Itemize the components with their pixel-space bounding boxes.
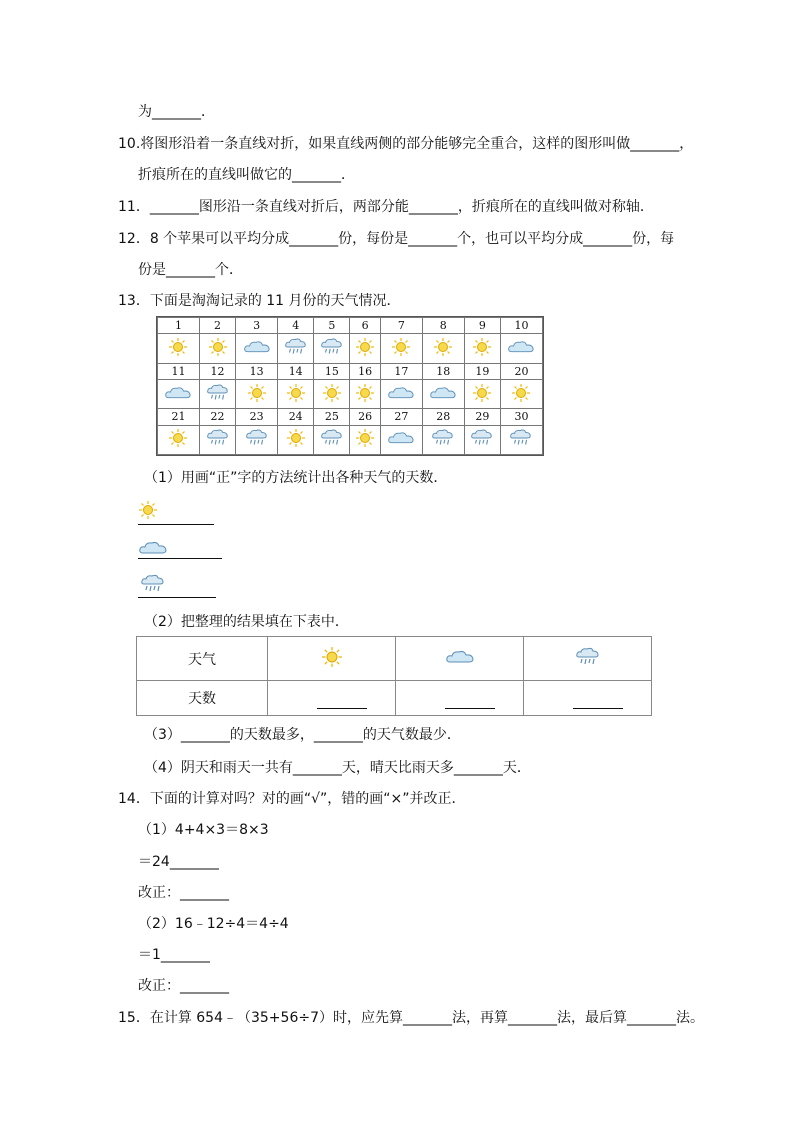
tally-cloud: [138, 540, 168, 560]
calendar-weather-cell: [158, 425, 200, 454]
calendar-day-number: 18: [422, 363, 464, 379]
sun-icon: [355, 337, 375, 360]
sun-icon: [511, 383, 531, 406]
tally-cloud-line[interactable]: [138, 558, 222, 559]
cloud-icon: [387, 430, 415, 449]
cloud-icon: [387, 385, 415, 404]
calendar-day-number: 13: [236, 363, 278, 379]
calendar-day-number: 29: [464, 409, 500, 425]
rain-icon: [206, 428, 230, 451]
calendar-weather-row: [158, 379, 543, 408]
calendar-weather-cell: [199, 334, 235, 363]
calendar-weather-cell: [199, 425, 235, 454]
cloud-icon: [138, 540, 168, 556]
sun-icon: [433, 337, 453, 360]
question-13-part-4: （4）阴天和雨天一共有_______天，晴天比雨天多_______天．: [144, 760, 531, 776]
calendar-day-number: 7: [380, 318, 422, 334]
table-answer-rain[interactable]: [524, 681, 652, 716]
sun-icon: [168, 337, 188, 360]
calendar-weather-cell: [314, 334, 350, 363]
calendar-weather-cell: [464, 334, 500, 363]
calendar-day-number: 16: [350, 363, 380, 379]
calendar-day-number: 21: [158, 409, 200, 425]
question-13-part-3: （3）_______的天数最多，_______的天气数最少．: [144, 727, 461, 743]
calendar-weather-cell: [500, 425, 542, 454]
calendar-day-number: 17: [380, 363, 422, 379]
sun-icon: [472, 383, 492, 406]
sun-icon: [138, 500, 158, 520]
question-12-line-2: 份是_______个．: [138, 262, 243, 278]
sun-icon: [321, 646, 343, 668]
question-12-line-1: 12．8 个苹果可以平均分成_______份，每份是_______个，也可以平均分成_______份，每: [118, 231, 675, 247]
rain-icon: [284, 337, 308, 360]
calendar-day-number: 24: [278, 409, 314, 425]
rain-icon: [140, 574, 166, 594]
tally-sun-line[interactable]: [138, 524, 214, 525]
sun-icon: [168, 428, 188, 451]
calendar-weather-row: [158, 334, 543, 363]
calendar-weather-cell: [422, 425, 464, 454]
calendar-weather-cell: [350, 334, 380, 363]
table-cell-cloud: [396, 637, 524, 681]
sun-icon: [355, 383, 375, 406]
rain-icon: [509, 428, 533, 451]
calendar-weather-cell: [500, 379, 542, 408]
calendar-day-number: 8: [422, 318, 464, 334]
calendar-day-number: 14: [278, 363, 314, 379]
calendar-day-number: 9: [464, 318, 500, 334]
rain-icon: [431, 428, 455, 451]
calendar-weather-cell: [350, 379, 380, 408]
cloud-icon: [243, 339, 271, 358]
calendar-day-number: 1: [158, 318, 200, 334]
calendar-weather-cell: [314, 425, 350, 454]
calendar-weather-cell: [464, 425, 500, 454]
cloud-icon: [164, 385, 192, 404]
calendar-day-number: 6: [350, 318, 380, 334]
calendar-weather-cell: [278, 379, 314, 408]
calendar-day-number: 10: [500, 318, 542, 334]
table-answer-cloud[interactable]: [396, 681, 524, 716]
calendar-day-number: 3: [236, 318, 278, 334]
sun-icon: [286, 383, 306, 406]
calendar-day-number: 27: [380, 409, 422, 425]
question-14: 14．下面的计算对吗？对的画“√”，错的画“×”并改正．: [118, 791, 466, 807]
calendar-day-number: 2: [199, 318, 235, 334]
calendar-weather-cell: [422, 379, 464, 408]
sun-icon: [286, 428, 306, 451]
question-14-part-2: （2）16﹣12÷4＝4÷4: [138, 916, 289, 932]
rain-icon: [575, 647, 601, 667]
question-15: 15．在计算 654﹣（35+56÷7）时，应先算_______法，再算_______法，最后算_______法。: [118, 1010, 704, 1026]
sun-icon: [355, 428, 375, 451]
cloud-icon: [429, 385, 457, 404]
rain-icon: [206, 383, 230, 406]
question-14-part-1: （1）4+4×3＝8×3: [138, 822, 269, 838]
question-10-line-2: 折痕所在的直线叫做它的_______．: [138, 167, 355, 183]
calendar-day-number: 11: [158, 363, 200, 379]
calendar-day-row: [158, 409, 543, 425]
calendar-weather-cell: [350, 425, 380, 454]
cloud-icon: [507, 339, 535, 358]
calendar-day-number: 20: [500, 363, 542, 379]
question-14-part-2-correction: 改正：_______: [138, 978, 229, 994]
table-cell-rain: [524, 637, 652, 681]
calendar-weather-cell: [464, 379, 500, 408]
rain-icon: [245, 428, 269, 451]
calendar-weather-cell: [380, 425, 422, 454]
table-cell-sun: [268, 637, 396, 681]
calendar-weather-cell: [199, 379, 235, 408]
sun-icon: [247, 383, 267, 406]
question-14-part-2-result: ＝1_______: [138, 947, 210, 963]
calendar-day-number: 5: [314, 318, 350, 334]
table-row-label-days: 天数: [137, 681, 268, 716]
calendar-weather-cell: [422, 334, 464, 363]
sun-icon: [391, 337, 411, 360]
rain-icon: [320, 337, 344, 360]
calendar-weather-cell: [236, 334, 278, 363]
calendar-weather-cell: [500, 334, 542, 363]
calendar-day-number: 26: [350, 409, 380, 425]
calendar-day-row: [158, 318, 543, 334]
question-13-part-2: （2）把整理的结果填在下表中．: [144, 614, 349, 630]
calendar-day-number: 23: [236, 409, 278, 425]
sun-icon: [208, 337, 228, 360]
calendar-day-number: 25: [314, 409, 350, 425]
calendar-weather-cell: [158, 334, 200, 363]
calendar-day-number: 12: [199, 363, 235, 379]
calendar-weather-cell: [314, 379, 350, 408]
line-continuation: 为_______．: [138, 104, 215, 120]
question-11: 11．_______图形沿一条直线对折后，两部分能_______，折痕所在的直线叫做对称轴．: [118, 199, 654, 215]
weather-summary-table: [136, 636, 652, 716]
cloud-icon: [445, 649, 475, 665]
weather-calendar: [156, 316, 544, 456]
question-10-line-1: 10.将图形沿着一条直线对折，如果直线两侧的部分能够完全重合，这样的图形叫做_______，: [118, 136, 694, 152]
calendar-day-number: 4: [278, 318, 314, 334]
calendar-day-number: 30: [500, 409, 542, 425]
tally-rain-line[interactable]: [138, 597, 216, 598]
calendar-weather-row: [158, 425, 543, 454]
calendar-weather-cell: [380, 334, 422, 363]
question-13-part-1: （1）用画“正”字的方法统计出各种天气的天数．: [144, 470, 448, 486]
calendar-day-number: 19: [464, 363, 500, 379]
table-answer-sun[interactable]: [268, 681, 396, 716]
calendar-day-row: [158, 363, 543, 379]
question-14-part-1-result: ＝24_______: [138, 854, 219, 870]
calendar-weather-cell: [278, 334, 314, 363]
question-14-part-1-correction: 改正：_______: [138, 885, 229, 901]
rain-icon: [320, 428, 344, 451]
calendar-day-number: 28: [422, 409, 464, 425]
calendar-weather-cell: [380, 379, 422, 408]
question-13: 13．下面是淘淘记录的 11 月份的天气情况．: [118, 293, 401, 309]
sun-icon: [472, 337, 492, 360]
tally-rain: [140, 574, 166, 598]
table-row-label-weather: 天气: [137, 637, 268, 681]
calendar-weather-cell: [278, 425, 314, 454]
rain-icon: [470, 428, 494, 451]
calendar-weather-cell: [236, 425, 278, 454]
calendar-weather-cell: [158, 379, 200, 408]
tally-sun: [138, 500, 158, 524]
sun-icon: [322, 383, 342, 406]
calendar-day-number: 15: [314, 363, 350, 379]
calendar-weather-cell: [236, 379, 278, 408]
calendar-day-number: 22: [199, 409, 235, 425]
